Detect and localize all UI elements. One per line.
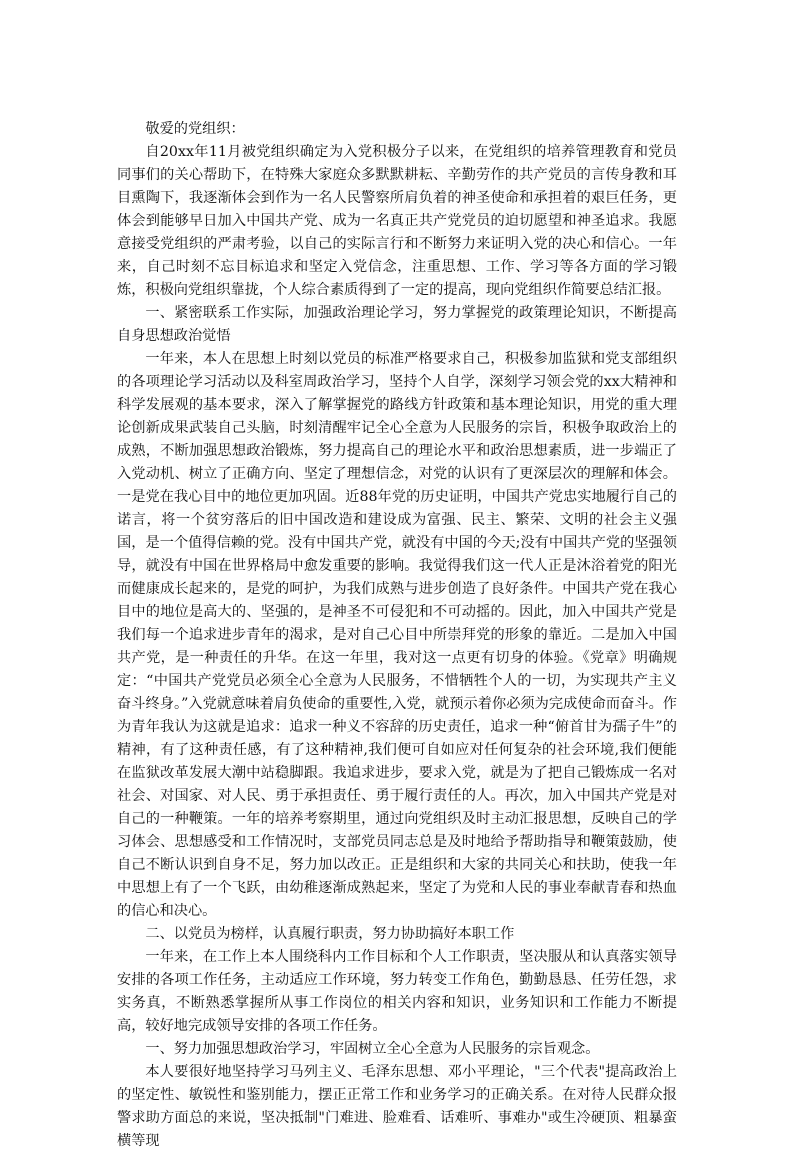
section-heading-2: 二、以党员为榜样，认真履行职责，努力协助搞好本职工作: [145, 926, 515, 942]
paragraph-intro: 自20xx年11月被党组织确定为入党积极分子以来，在党组织的培养管理教育和党员同事们的关心帮助下，在特殊大家庭众多默默耕耘、辛勤劳作的共产党员的言传身教和耳目熏陶下，我逐渐体会到作为一名人民警察所肩负着的神圣使命和承担着的艰巨任务，更体会到能够早日加入中国共产党、成为一名真正共产党党员的迫切愿望和神圣追求。我愿意接受党组织的严肃考验，以自己的实际言行和不断努力来证明入党的决心和信心。一年来，自己时刻不忘目标追求和坚定入党信念，注重思想、工作、学习等各方面的学习锻炼，积极向党组织靠拢，个人综合素质得到了一定的提高，现向党组织作简要总结汇报。: [117, 144, 677, 298]
paragraph-section-3: 本人要很好地坚持学习马列主义、毛泽东思想、邓小平理论，"三个代表"提高政治上的坚定性、敏锐性和鉴别能力，摆正正常工作和业务学习的正确关系。在对待人民群众报警求助方面总的来说，坚决抵制"门难进、脸难看、话难听、事难办"或生冷硬顶、粗暴蛮横等现: [117, 1064, 677, 1149]
salutation: 敬爱的党组织：: [145, 121, 245, 137]
section-heading-3: 一、努力加强思想政治学习，牢固树立全心全意为人民服务的宗旨观念。: [145, 1041, 600, 1057]
paragraph-section-2: 一年来，在工作上本人围绕科内工作目标和个人工作职责，坚决服从和认真落实领导安排的各项工作任务，主动适应工作环境，努力转变工作角色，勤勤恳恳、任劳任怨，求实务真，不断熟悉掌握所从事工作岗位的相关内容和知识，业务知识和工作能力不断提高，较好地完成领导安排的各项工作任务。: [117, 949, 677, 1034]
section-heading-1: 一、紧密联系工作实际，加强政治理论学习，努力掌握党的政策理论知识，不断提高自身思想政治觉悟: [117, 305, 677, 344]
paragraph-section-1: 一年来，本人在思想上时刻以党员的标准严格要求自己，积极参加监狱和党支部组织的各项理论学习活动以及科室周政治学习，坚持个人自学，深刻学习领会党的xx大精神和科学发展观的基本要求，深入了解掌握党的路线方针政策和基本理论知识，用党的重大理论创新成果武装自己头脑，时刻清醒牢记全心全意为人民服务的宗旨，积极争取政治上的成熟，不断加强思想政治锻炼，努力提高自己的理论水平和政治思想素质，进一步端正了入党动机、树立了正确方向、坚定了理想信念，对党的认识有了更深层次的理解和体会。一是党在我心目中的地位更加巩固。近88年党的历史证明，中国共产党忠实地履行自己的诺言，将一个贫穷落后的旧中国改造和建设成为富强、民主、繁荣、文明的社会主义强国，是一个值得信赖的党。没有中国共产党，就没有中国的今天;没有中国共产党的坚强领导，就没有中国在世界格局中愈发重要的影响。我觉得我们这一代人正是沐浴着党的阳光而健康成长起来的，是党的呵护，为我们成熟与进步创造了良好条件。中国共产党在我心目中的地位是高大的、坚强的，是神圣不可侵犯和不可动摇的。因此，加入中国共产党是我们每一个追求进步青年的渴求，是对自己心目中所崇拜党的形象的靠近。二是加入中国共产党，是一种责任的升华。在这一年里，我对这一点更有切身的体验。《党章》明确规定：“中国共产党党员必须全心全意为人民服务，不惜牺牲个人的一切，为实现共产主义奋斗终身。”入党就意味着肩负使命的重要性,入党，就预示着你必须为完成使命而奋斗。作为青年我认为这就是追求：追求一种义不容辞的历史责任，追求一种“俯首甘为孺子牛”的精神，有了这种责任感，有了这种精神,我们便可自如应对任何复杂的社会环境,我们便能在监狱改革发展大潮中站稳脚跟。我追求进步，要求入党，就是为了把自己锻炼成一名对社会、对国家、对人民、勇于承担责任、勇于履行责任的人。再次，加入中国共产党是对自己的一种鞭策。一年的培养考察期里，通过向党组织及时主动汇报思想，反映自己的学习体会、思想感受和工作情况时，支部党员同志总是及时地给予帮助指导和鞭策鼓励，使自己不断认识到自身不足，努力加以改正。正是组织和大家的共同关心和扶助，使我一年中思想上有了一个飞跃，由幼稚逐渐成熟起来，坚定了为党和人民的事业奉献青春和热血的信心和决心。: [117, 351, 677, 919]
document-page: [117, 118, 677, 1153]
